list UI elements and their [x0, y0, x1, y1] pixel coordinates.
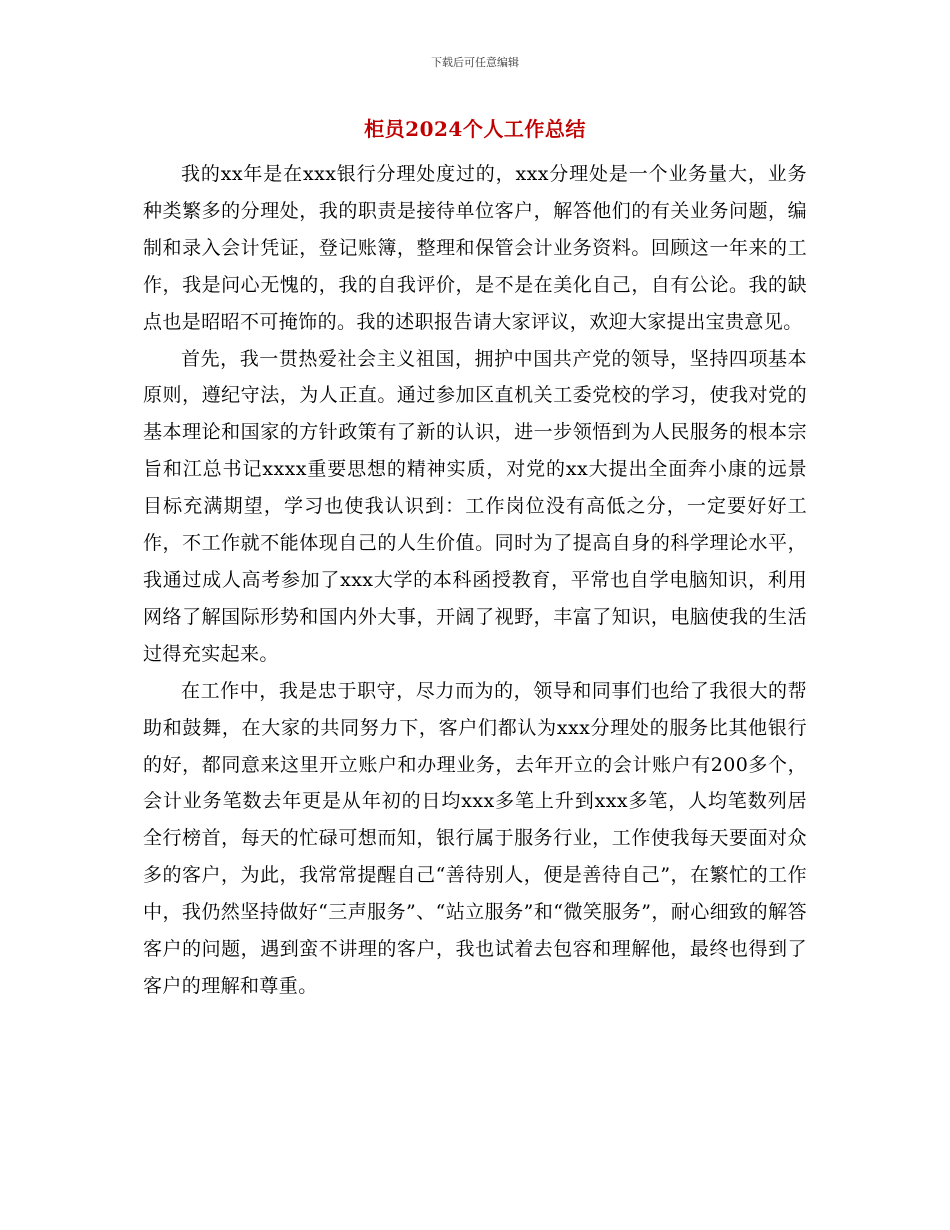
page-header-note: 下载后可任意编辑	[431, 56, 519, 69]
document-title: 柜员2024个人工作总结	[364, 117, 586, 141]
paragraph-political-study: 首先，我一贯热爱社会主义祖国，拥护中国共产党的领导，坚持四项基本原则，遵纪守法，为人正直。通过参加区直机关工委党校的学习，使我对党的基本理论和国家的方针政策有了新的认识，进一步领悟到为人民服务的根本宗旨和江总书记xxxx重要思想的精神实质，对党的xx大提出全面奔小康的远景目标充满期望，学习也使我认识到：工作岗位没有高低之分，一定要好好工作，不工作就不能体现自己的人生价值。同时为了提高自身的科学理论水平，我通过成人高考参加了xxx大学的本科函授教育，平常也自学电脑知识，利用网络了解国际形势和国内外大事，开阔了视野，丰富了知识，电脑使我的生活过得充实起来。	[143, 347, 807, 665]
paragraph-work-performance: 在工作中，我是忠于职守，尽力而为的，领导和同事们也给了我很大的帮助和鼓舞，在大家的共同努力下，客户们都认为xxx分理处的服务比其他银行的好，都同意来这里开立账户和办理业务，去年开立的会计账户有200多个，会计业务笔数去年更是从年初的日均xxx多笔上升到xxx多笔，人均笔数列居全行榜首，每天的忙碌可想而知，银行属于服务行业，工作使我每天要面对众多的客户，为此，我常常提醒自己“善待别人，便是善待自己”，在繁忙的工作中，我仍然坚持做好“三声服务”、“站立服务”和“微笑服务”，耐心细致的解答客户的问题，遇到蛮不讲理的客户，我也试着去包容和理解他，最终也得到了客户的理解和尊重。	[143, 679, 807, 997]
paragraph-intro: 我的xx年是在xxx银行分理处度过的，xxx分理处是一个业务量大，业务种类繁多的分理处，我的职责是接待单位客户，解答他们的有关业务问题，编制和录入会计凭证，登记账簿，整理和保管会计业务资料。回顾这一年来的工作，我是问心无愧的，我的自我评价，是不是在美化自己，自有公论。我的缺点也是昭昭不可掩饰的。我的述职报告请大家评议，欢迎大家提出宝贵意见。	[143, 163, 807, 333]
document-body	[143, 156, 807, 1005]
